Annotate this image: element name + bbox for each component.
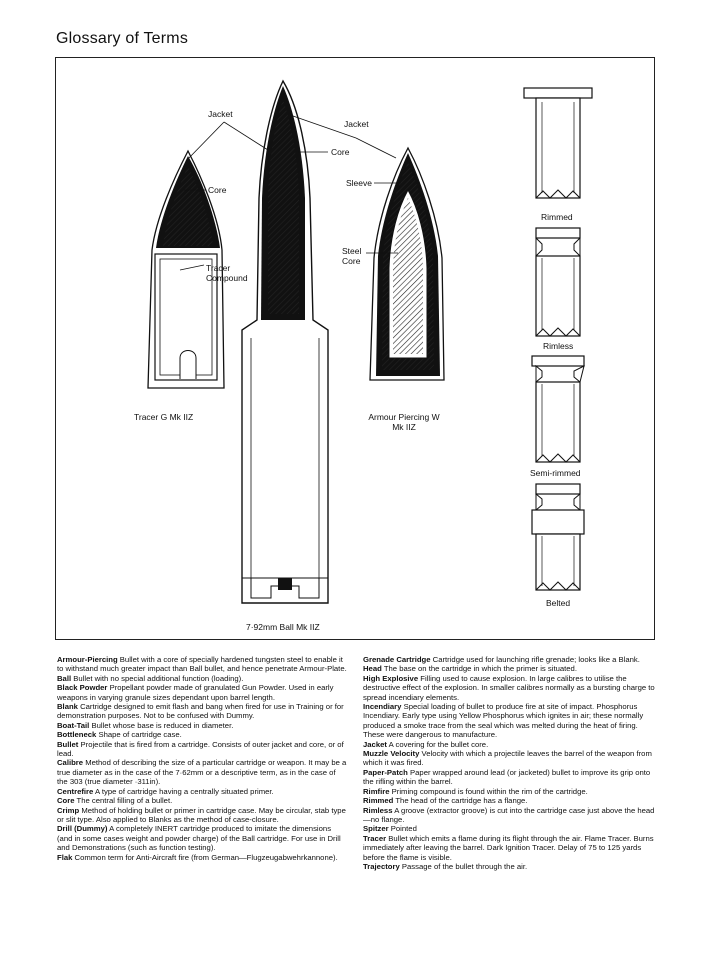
label-sleeve: Sleeve — [346, 178, 372, 188]
glossary-entry: Flak Common term for Anti-Aircraft fire (from German—Flugzeugabwehrkannone). — [57, 852, 338, 862]
glossary-entry: Rimfire Priming compound is found within the rim of the cartridge. — [363, 786, 588, 796]
glossary-entry: Head The base on the cartridge in which the primer is situated. — [363, 664, 577, 674]
glossary-entry: Muzzle Velocity Velocity with which a projectile leaves the barrel of the weapon from which it was fired. — [363, 749, 652, 768]
caption-armour-piercing: Armour Piercing W Mk IIZ — [368, 412, 440, 432]
glossary-entry: Rimless A groove (extractor groove) is cut into the cartridge case just above the head—no flange. — [363, 805, 655, 824]
page-title: Glossary of Terms — [56, 30, 189, 47]
case-head-rimless — [536, 228, 580, 336]
ball-cartridge-drawing — [242, 81, 328, 603]
label-core-mid: Core — [331, 147, 350, 157]
caption-rimless: Rimless — [543, 341, 574, 351]
glossary-entry: Grenade Cartridge Cartridge used for launching rifle grenade; looks like a Blank. — [363, 655, 640, 664]
diagram-frame — [55, 57, 655, 640]
caption-tracer: Tracer G Mk IIZ — [134, 412, 194, 422]
glossary-entry: Armour-Piercing Bullet with a core of specially hardened tungsten steel to enable it to withstand much greater impact than Ball bullet, and hence penetrate Armour-Plate. — [57, 655, 347, 674]
glossary-entry: Rimmed The head of the cartridge has a flange. — [363, 796, 528, 806]
glossary-entry: Centrefire A type of cartridge having a centrally situated primer. — [57, 786, 274, 796]
glossary-entry: Ball Bullet with no special additional function (loading). — [57, 673, 244, 683]
glossary-entry: Trajectory Passage of the bullet through the air. — [363, 861, 528, 871]
label-steel-core: Steel Core — [342, 246, 362, 266]
case-head-rimmed — [524, 88, 592, 198]
label-core-left: Core — [208, 185, 227, 195]
caption-ball: 7·92mm Ball Mk IIZ — [246, 622, 320, 632]
glossary-entry: Bullet Projectile that is fired from a cartridge. Consists of outer jacket and core, or of lead. — [57, 739, 344, 759]
glossary-entry: High Explosive Filling used to cause explosion. In large calibres to utilise the destructive effect of the explosion. In smaller calibres normally as a bursting charge to spread incendiary elements. — [363, 673, 655, 702]
glossary-entry: Black Powder Propellant powder made of granulated Gun Powder. Used in early weapons in varying granule sizes dependant upon barrel length. — [57, 683, 334, 702]
glossary-entry: Jacket A covering for the bullet core. — [363, 739, 489, 749]
glossary-entry: Crimp Method of holding bullet or primer in cartridge case. May be circular, stab type or slit type. Also applied to Blanks as the method of case-closure. — [57, 805, 346, 824]
glossary-entry: Boat-Tail Bullet whose base is reduced in diameter. — [57, 720, 234, 730]
glossary-entry: Spitzer Pointed — [363, 824, 417, 834]
glossary-entry: Calibre Method of describing the size of a particular cartridge or weapon. It may be a true diameter as in the case of the 7·62mm or a descriptive term, as in the case of the 303 (true diameter ·311in). — [57, 758, 347, 787]
glossary-column-right — [363, 655, 657, 871]
glossary-entry: Bottleneck Shape of cartridge case. — [57, 730, 182, 740]
glossary-entry: Incendiary Special loading of bullet to produce fire at site of impact. Phosphorus Incendiary. Early type using Yellow Phosphorus which ignites in air; these normally produced a smoke trace from the seal which was melted during the heat of firing. These were dangerous to manufacture. — [363, 702, 644, 740]
glossary-entry: Blank Cartridge designed to emit flash and bang when fired for use in Training or for demonstration purposes. Not to be confused with Dummy. — [57, 702, 344, 721]
case-head-semi-rimmed — [532, 356, 584, 462]
glossary-entry: Paper-Patch Paper wrapped around lead (or jacketed) bullet to improve its grip onto the rifling within the barrel. — [363, 767, 651, 787]
glossary-entry: Drill (Dummy) A completely INERT cartridge produced to imitate the dimensions (and in some cases weight and powder charge) of the Ball cartridge. For use in Drill and Demonstrations (such as function testing). — [57, 824, 341, 853]
glossary-column-left — [57, 655, 347, 862]
glossary-entry: Core The central filling of a bullet. — [57, 796, 173, 806]
label-tracer-compound: Tracer Compound — [206, 263, 248, 283]
caption-semi-rimmed: Semi-rimmed — [530, 468, 581, 478]
label-jacket-left: Jacket — [208, 109, 233, 119]
glossary-entry: Tracer Bullet which emits a flame during its flight through the air. Flame Tracer. Burns immediately after leaving the barrel. Dark Ignition Tracer. Delay of 75 to 125 yards before the flame is visible. — [363, 833, 654, 862]
case-head-belted — [532, 484, 584, 590]
caption-rimmed: Rimmed — [541, 212, 573, 222]
caption-belted: Belted — [546, 598, 571, 608]
label-jacket-right: Jacket — [344, 119, 369, 129]
